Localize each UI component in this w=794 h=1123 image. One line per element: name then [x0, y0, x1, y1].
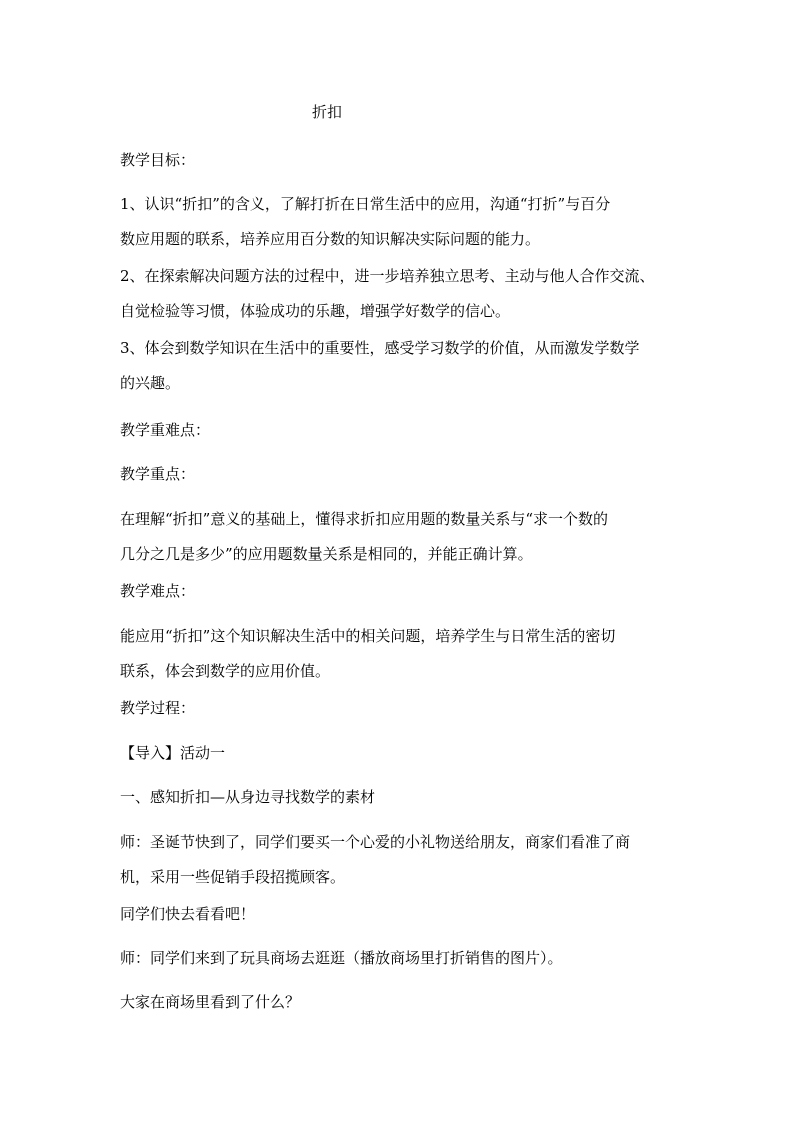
intro-heading: 【导入】活动一 — [120, 744, 226, 762]
difficult-points-line-2: 联系，体会到数学的应用价值。 — [120, 662, 331, 680]
section-1-heading: 一、感知折扣—从身边寻找数学的素材 — [120, 788, 376, 806]
objective-2-line-2: 自觉检验等习惯，体验成功的乐趣，增强学好数学的信心。 — [120, 302, 511, 320]
objectives-heading: 教学目标： — [120, 151, 196, 169]
objective-3 — [120, 337, 682, 394]
objective-3-line-2: 的兴趣。 — [120, 374, 181, 392]
question-line: 大家在商场里看到了什么？ — [120, 993, 301, 1011]
process-heading: 教学过程： — [120, 699, 196, 717]
document-title: 折扣 — [312, 103, 343, 121]
difficult-heading: 教学难点： — [120, 582, 196, 600]
objective-1-line-2: 数应用题的联系，培养应用百分数的知识解决实际问题的能力。 — [120, 230, 541, 248]
teacher-paragraph-1-line-1: 师：圣诞节快到了，同学们要买一个心爱的小礼物送给朋友，商家们看准了商 — [120, 833, 631, 851]
difficult-points-line-1: 能应用“折扣”这个知识解决生活中的相关问题，培养学生与日常生活的密切 — [120, 627, 616, 645]
students-line: 同学们快去看看吧！ — [120, 905, 256, 923]
key-difficult-heading: 教学重难点： — [120, 421, 211, 439]
objective-2 — [120, 265, 682, 322]
objective-1-line-1: 1、认识“折扣”的含义，了解打折在日常生活中的应用，沟通“打折”与百分 — [120, 195, 611, 213]
key-points-line-1: 在理解“折扣”意义的基础上，懂得求折扣应用题的数量关系与“求一个数的 — [120, 510, 609, 528]
key-points — [120, 508, 682, 565]
teacher-paragraph-1 — [120, 831, 682, 888]
objective-2-line-1: 2、在探索解决问题方法的过程中，进一步培养独立思考、主动与他人合作交流、 — [120, 267, 655, 285]
teacher-paragraph-1-line-2: 机，采用一些促销手段招揽顾客。 — [120, 868, 346, 886]
key-heading: 教学重点： — [120, 465, 196, 483]
objective-3-line-1: 3、体会到数学知识在生活中的重要性，感受学习数学的价值，从而激发学数学 — [120, 339, 640, 357]
difficult-points — [120, 625, 682, 682]
teacher-paragraph-2: 师：同学们来到了玩具商场去逛逛（播放商场里打折销售的图片）。 — [120, 949, 563, 967]
key-points-line-2: 几分之几是多少”的应用题数量关系是相同的，并能正确计算。 — [120, 545, 533, 563]
objective-1 — [120, 193, 682, 250]
